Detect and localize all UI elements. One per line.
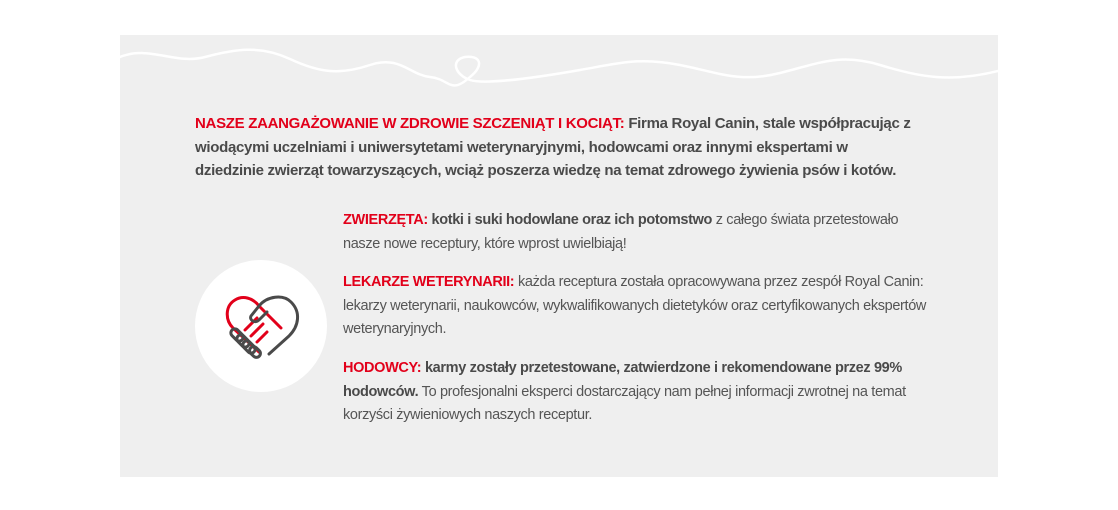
decorative-wave-line (120, 35, 998, 95)
point-vets (343, 271, 933, 342)
intro-heading: NASZE ZAANGAŻOWANIE W ZDROWIE SZCZENIĄT I KOCIĄT: (195, 115, 625, 132)
icon-circle (195, 260, 327, 392)
handshake-heart-icon (223, 290, 303, 362)
intro-paragraph (195, 112, 915, 183)
point-breeders-heading: HODOWCY: (343, 360, 422, 376)
point-breeders-bold: karmy zostały przetestowane, zatwierdzone i rekomendowane przez 99% hodowców. (343, 360, 902, 400)
intro-text: Firma Royal Canin, stale współpracując z wiodącymi uczelniami i uniwersytetami weterynaryjnymi, hodowcami oraz innymi ekspertami w dziedzinie zwierząt towarzyszących, wciąż poszerza wiedzę na temat zdrowego żywienia psów i kotów. (195, 115, 911, 179)
point-animals-bold: kotki i suki hodowlane oraz ich potomstwo (427, 212, 713, 228)
point-animals-text: z całego świata przetestowało nasze nowe receptury, które wprost uwielbiają! (343, 212, 899, 252)
point-animals (343, 209, 933, 256)
info-panel (120, 35, 998, 477)
point-breeders (343, 357, 933, 428)
point-vets-text: każda receptura została opracowywana przez zespół Royal Canin: lekarzy weterynarii, naukowców, wykwalifikowanych dietetyków oraz certyfikowanych ekspertów weterynaryjnych. (343, 274, 927, 337)
point-animals-heading: ZWIERZĘTA: (343, 212, 428, 228)
point-vets-heading: LEKARZE WETERYNARII: (343, 274, 515, 290)
point-breeders-text: To profesjonalni eksperci dostarczający nam pełnej informacji zwrotnej na temat korzyści żywieniowych naszych receptur. (343, 383, 906, 423)
